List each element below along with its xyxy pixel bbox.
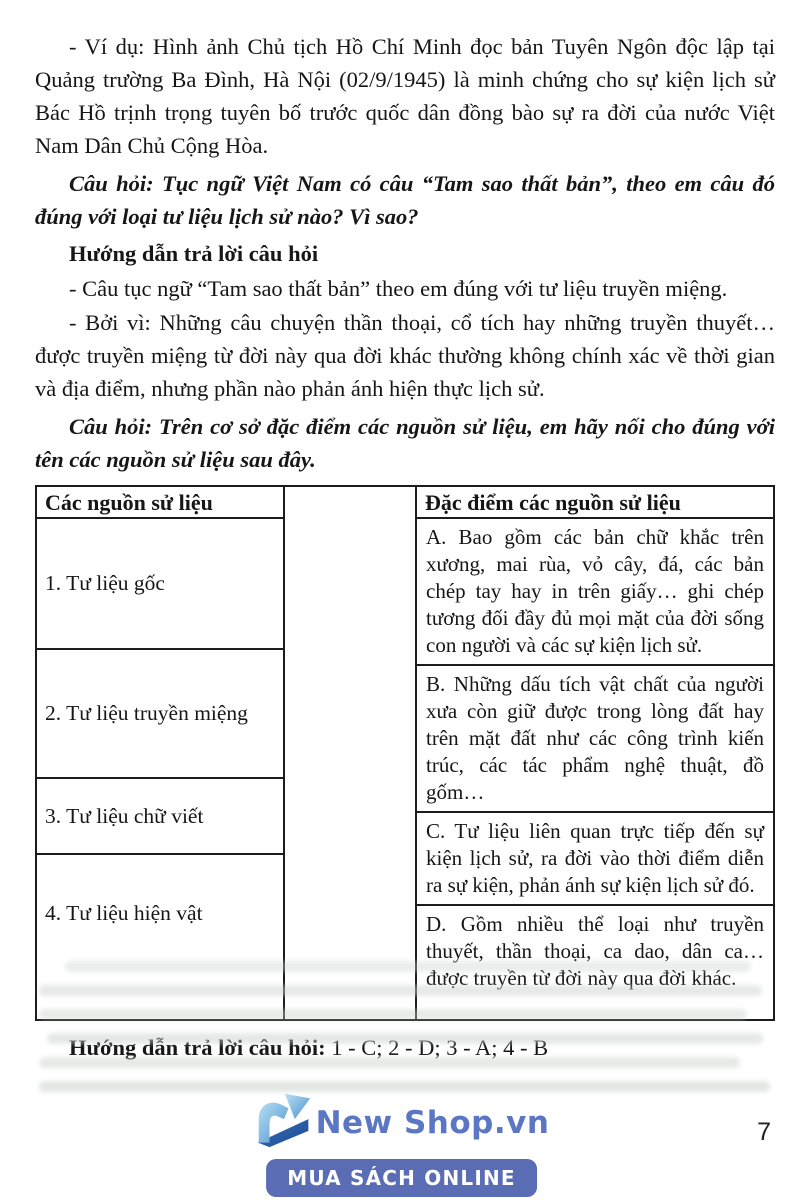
sources-column	[35, 485, 285, 1021]
newshop-logo	[254, 1092, 550, 1197]
source-cell-4: 4. Tư liệu hiện vật	[45, 901, 203, 925]
question-1: Câu hỏi: Tục ngữ Việt Nam có câu “Tam sao thất bản”, theo em câu đó đúng với loại tư liệu lịch sử nào? Vì sao?	[35, 171, 775, 229]
newshop-logo-row	[254, 1092, 550, 1153]
source-cell-3: 3. Tư liệu chữ viết	[37, 779, 283, 855]
page-content	[35, 30, 775, 1064]
bleed-through-line	[39, 1057, 740, 1068]
description-cell-c: C. Tư liệu liên quan trực tiếp đến sự kiện lịch sử, ra đời vào thời điểm diễn ra sự kiện, phản ánh sự kiện lịch sử đó.	[417, 813, 773, 906]
matching-answer-label: Hướng dẫn trả lời câu hỏi:	[69, 1035, 326, 1060]
answer-oral-tradition: - Câu tục ngữ “Tam sao thất bản” theo em đúng với tư liệu truyền miệng.	[69, 276, 728, 301]
page-number: 7	[757, 1118, 771, 1146]
guide-heading-1: Hướng dẫn trả lời câu hỏi	[69, 241, 319, 266]
example-paragraph: - Ví dụ: Hình ảnh Chủ tịch Hồ Chí Minh đọc bản Tuyên Ngôn độc lập tại Quảng trường Ba Đình, Hà Nội (02/9/1945) là minh chứng cho sự kiện lịch sử Bác Hồ trịnh trọng tuyên bố trước quốc dân đồng bào sự ra đời của nước Việt Nam Dân Chủ Cộng Hòa.	[35, 34, 775, 158]
answer-reason: - Bởi vì: Những câu chuyện thần thoại, cổ tích hay những truyền thuyết… được truyền miệng từ đời này qua đời khác thường không chính xác về thời gian và địa điểm, nhưng phần nào phản ánh hiện thực lịch sử.	[35, 310, 775, 401]
description-cell-d: D. Gồm nhiều thể loại như truyền thuyết, thần thoại, ca dao, dân ca… được truyền từ đời này qua đời khác.	[426, 912, 764, 990]
source-cell-2: 2. Tư liệu truyền miệng	[37, 650, 283, 779]
newshop-arrow-icon	[254, 1092, 312, 1153]
connector-column	[285, 485, 415, 1021]
bleed-through-line	[39, 985, 762, 996]
bleed-through-line	[47, 1033, 763, 1044]
sources-header: Các nguồn sử liệu	[37, 487, 283, 519]
bleed-through-line	[39, 1081, 770, 1092]
description-cell-a: A. Bao gồm các bản chữ khắc trên xương, mai rùa, vỏ cây, đá, các bản chép tay hay in trên giấy… ghi chép tương đối đầy đủ mọi mặt của đời sống con người và các sự kiện lịch sử.	[417, 519, 773, 666]
description-cell-b: B. Những dấu tích vật chất của người xưa còn giữ được trong lòng đất hay trên mặt đất như các công trình kiến trúc, các tác phẩm nghệ thuật, đồ gốm…	[417, 666, 773, 813]
descriptions-header: Đặc điểm các nguồn sử liệu	[417, 487, 773, 519]
newshop-wordmark: New Shop.vn	[315, 1104, 550, 1141]
source-cell-1: 1. Tư liệu gốc	[37, 519, 283, 650]
mua-sach-online-badge: MUA SÁCH ONLINE	[266, 1159, 537, 1197]
question-2: Câu hỏi: Trên cơ sở đặc điểm các nguồn sử liệu, em hãy nối cho đúng với tên các nguồn sử liệu sau đây.	[35, 414, 775, 472]
matching-answer-key: 1 - C; 2 - D; 3 - A; 4 - B	[325, 1035, 549, 1060]
descriptions-column	[415, 485, 775, 1021]
bleed-through-line	[39, 1009, 747, 1020]
bleed-through-line	[65, 961, 751, 972]
bleed-through-block	[35, 948, 773, 1093]
matching-table	[35, 485, 775, 1021]
